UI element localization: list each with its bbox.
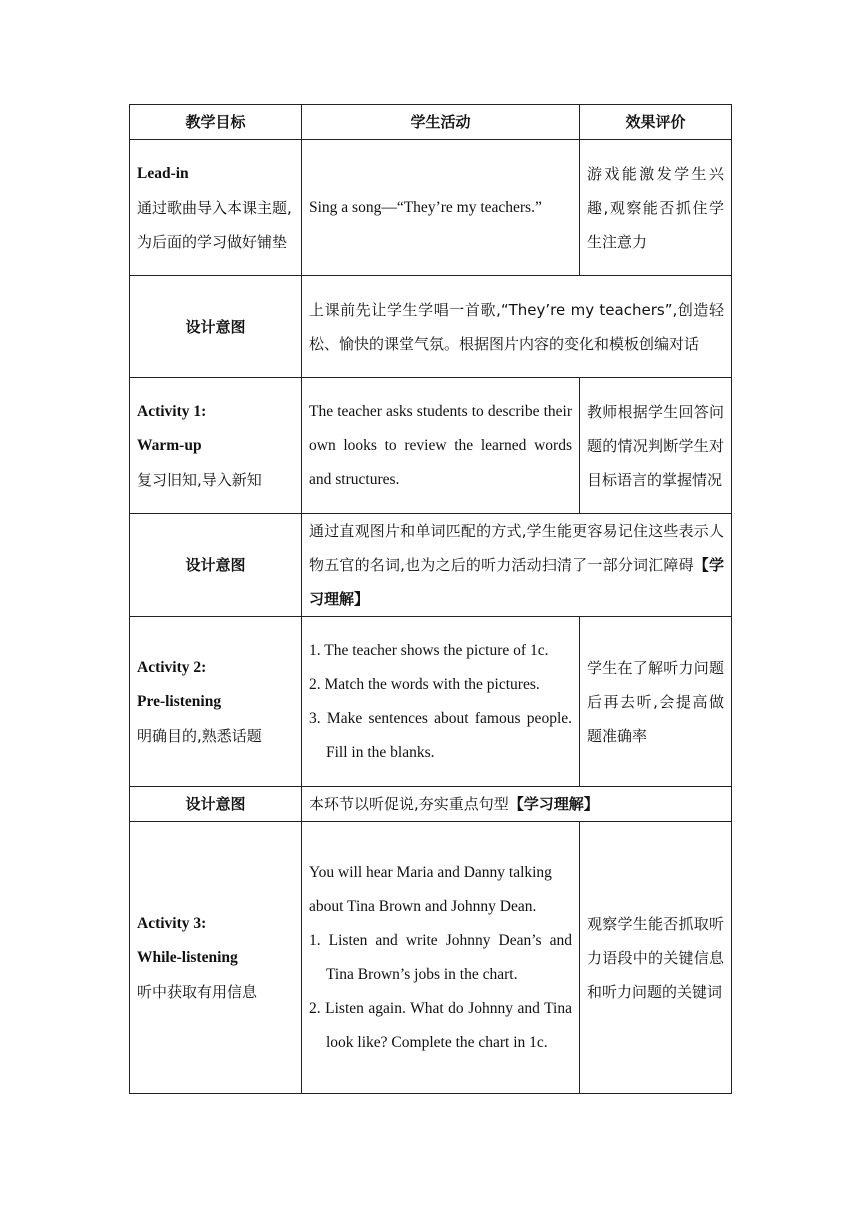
design-text-cell (302, 787, 732, 822)
goal-text: 明确目的,熟悉话题 (137, 726, 262, 745)
activity-cell (302, 378, 580, 514)
list-item: 1. The teacher shows the picture of 1c. (309, 641, 549, 659)
table-row-activity-2 (130, 617, 732, 787)
design-tag: 【学习理解】 (309, 556, 724, 608)
table-row-activity-1 (130, 378, 732, 514)
evaluation-cell (580, 617, 732, 787)
header-evaluation: 效果评价 (580, 105, 732, 140)
goal-cell (130, 140, 302, 276)
goal-cell (130, 822, 302, 1094)
stage-title: Activity 1: (137, 402, 207, 420)
evaluation-text: 游戏能激发学生兴趣,观察能否抓住学生注意力 (587, 164, 724, 251)
design-text-cell (302, 514, 732, 617)
stage-title: Activity 3: (137, 914, 207, 932)
design-label: 设计意图 (130, 787, 302, 822)
lesson-plan-table (129, 104, 732, 1094)
evaluation-cell (580, 822, 732, 1094)
list-item: 1. Listen and write Johnny Dean’s and Tina Brown’s jobs in the chart. (309, 931, 572, 983)
header-student-activity: 学生活动 (302, 105, 580, 140)
activity-cell (302, 140, 580, 276)
goal-text: 听中获取有用信息 (137, 982, 258, 1001)
activity-text: The teacher asks students to describe their own looks to review the learned words and structures. (309, 402, 572, 488)
activity-steps (309, 924, 572, 1060)
stage-subtitle: Warm-up (137, 436, 202, 454)
table-row-design-2 (130, 514, 732, 617)
activity-text: Sing a song—“They’re my teachers.” (309, 198, 542, 216)
design-text: 上课前先让学生学唱一首歌,“They’re my teachers”,创造轻松、愉快的课堂气氛。根据图片内容的变化和模板创编对话 (309, 300, 724, 353)
design-text: 本环节以听促说,夯实重点句型 (309, 795, 509, 813)
stage-title: Activity 2: (137, 658, 207, 676)
stage-subtitle: Pre-listening (137, 692, 222, 710)
list-item: 2. Match the words with the pictures. (309, 675, 540, 693)
design-text-cell (302, 276, 732, 378)
stage-title: Lead-in (137, 164, 189, 182)
design-text: 通过直观图片和单词匹配的方式,学生能更容易记住这些表示人物五官的名词,也为之后的听力活动扫清了一部分词汇障碍 (309, 522, 724, 574)
evaluation-text: 学生在了解听力问题后再去听,会提高做题准确率 (587, 658, 724, 745)
evaluation-text: 观察学生能否抓取听力语段中的关键信息和听力问题的关键词 (587, 914, 724, 1001)
activity-intro: You will hear Maria and Danny talking about Tina Brown and Johnny Dean. (309, 863, 552, 915)
activity-steps (309, 634, 572, 770)
list-item: 2. Listen again. What do Johnny and Tina look like? Complete the chart in 1c. (309, 999, 572, 1051)
stage-subtitle: While-listening (137, 948, 238, 966)
evaluation-text: 教师根据学生回答问题的情况判断学生对目标语言的掌握情况 (587, 402, 724, 489)
table-header-row (130, 105, 732, 140)
goal-cell (130, 378, 302, 514)
goal-cell (130, 617, 302, 787)
activity-cell (302, 617, 580, 787)
table-row-design-1 (130, 276, 732, 378)
table-row-design-3 (130, 787, 732, 822)
table-row-activity-3 (130, 822, 732, 1094)
design-label: 设计意图 (130, 276, 302, 378)
design-tag: 【学习理解】 (508, 795, 599, 813)
goal-text: 复习旧知,导入新知 (137, 470, 262, 489)
header-teaching-goal: 教学目标 (130, 105, 302, 140)
table-row-lead-in (130, 140, 732, 276)
evaluation-cell (580, 378, 732, 514)
evaluation-cell (580, 140, 732, 276)
goal-text: 通过歌曲导入本课主题,为后面的学习做好铺垫 (137, 198, 292, 251)
activity-cell (302, 822, 580, 1094)
design-label: 设计意图 (130, 514, 302, 617)
list-item: 3. Make sentences about famous people. Fill in the blanks. (309, 709, 572, 761)
